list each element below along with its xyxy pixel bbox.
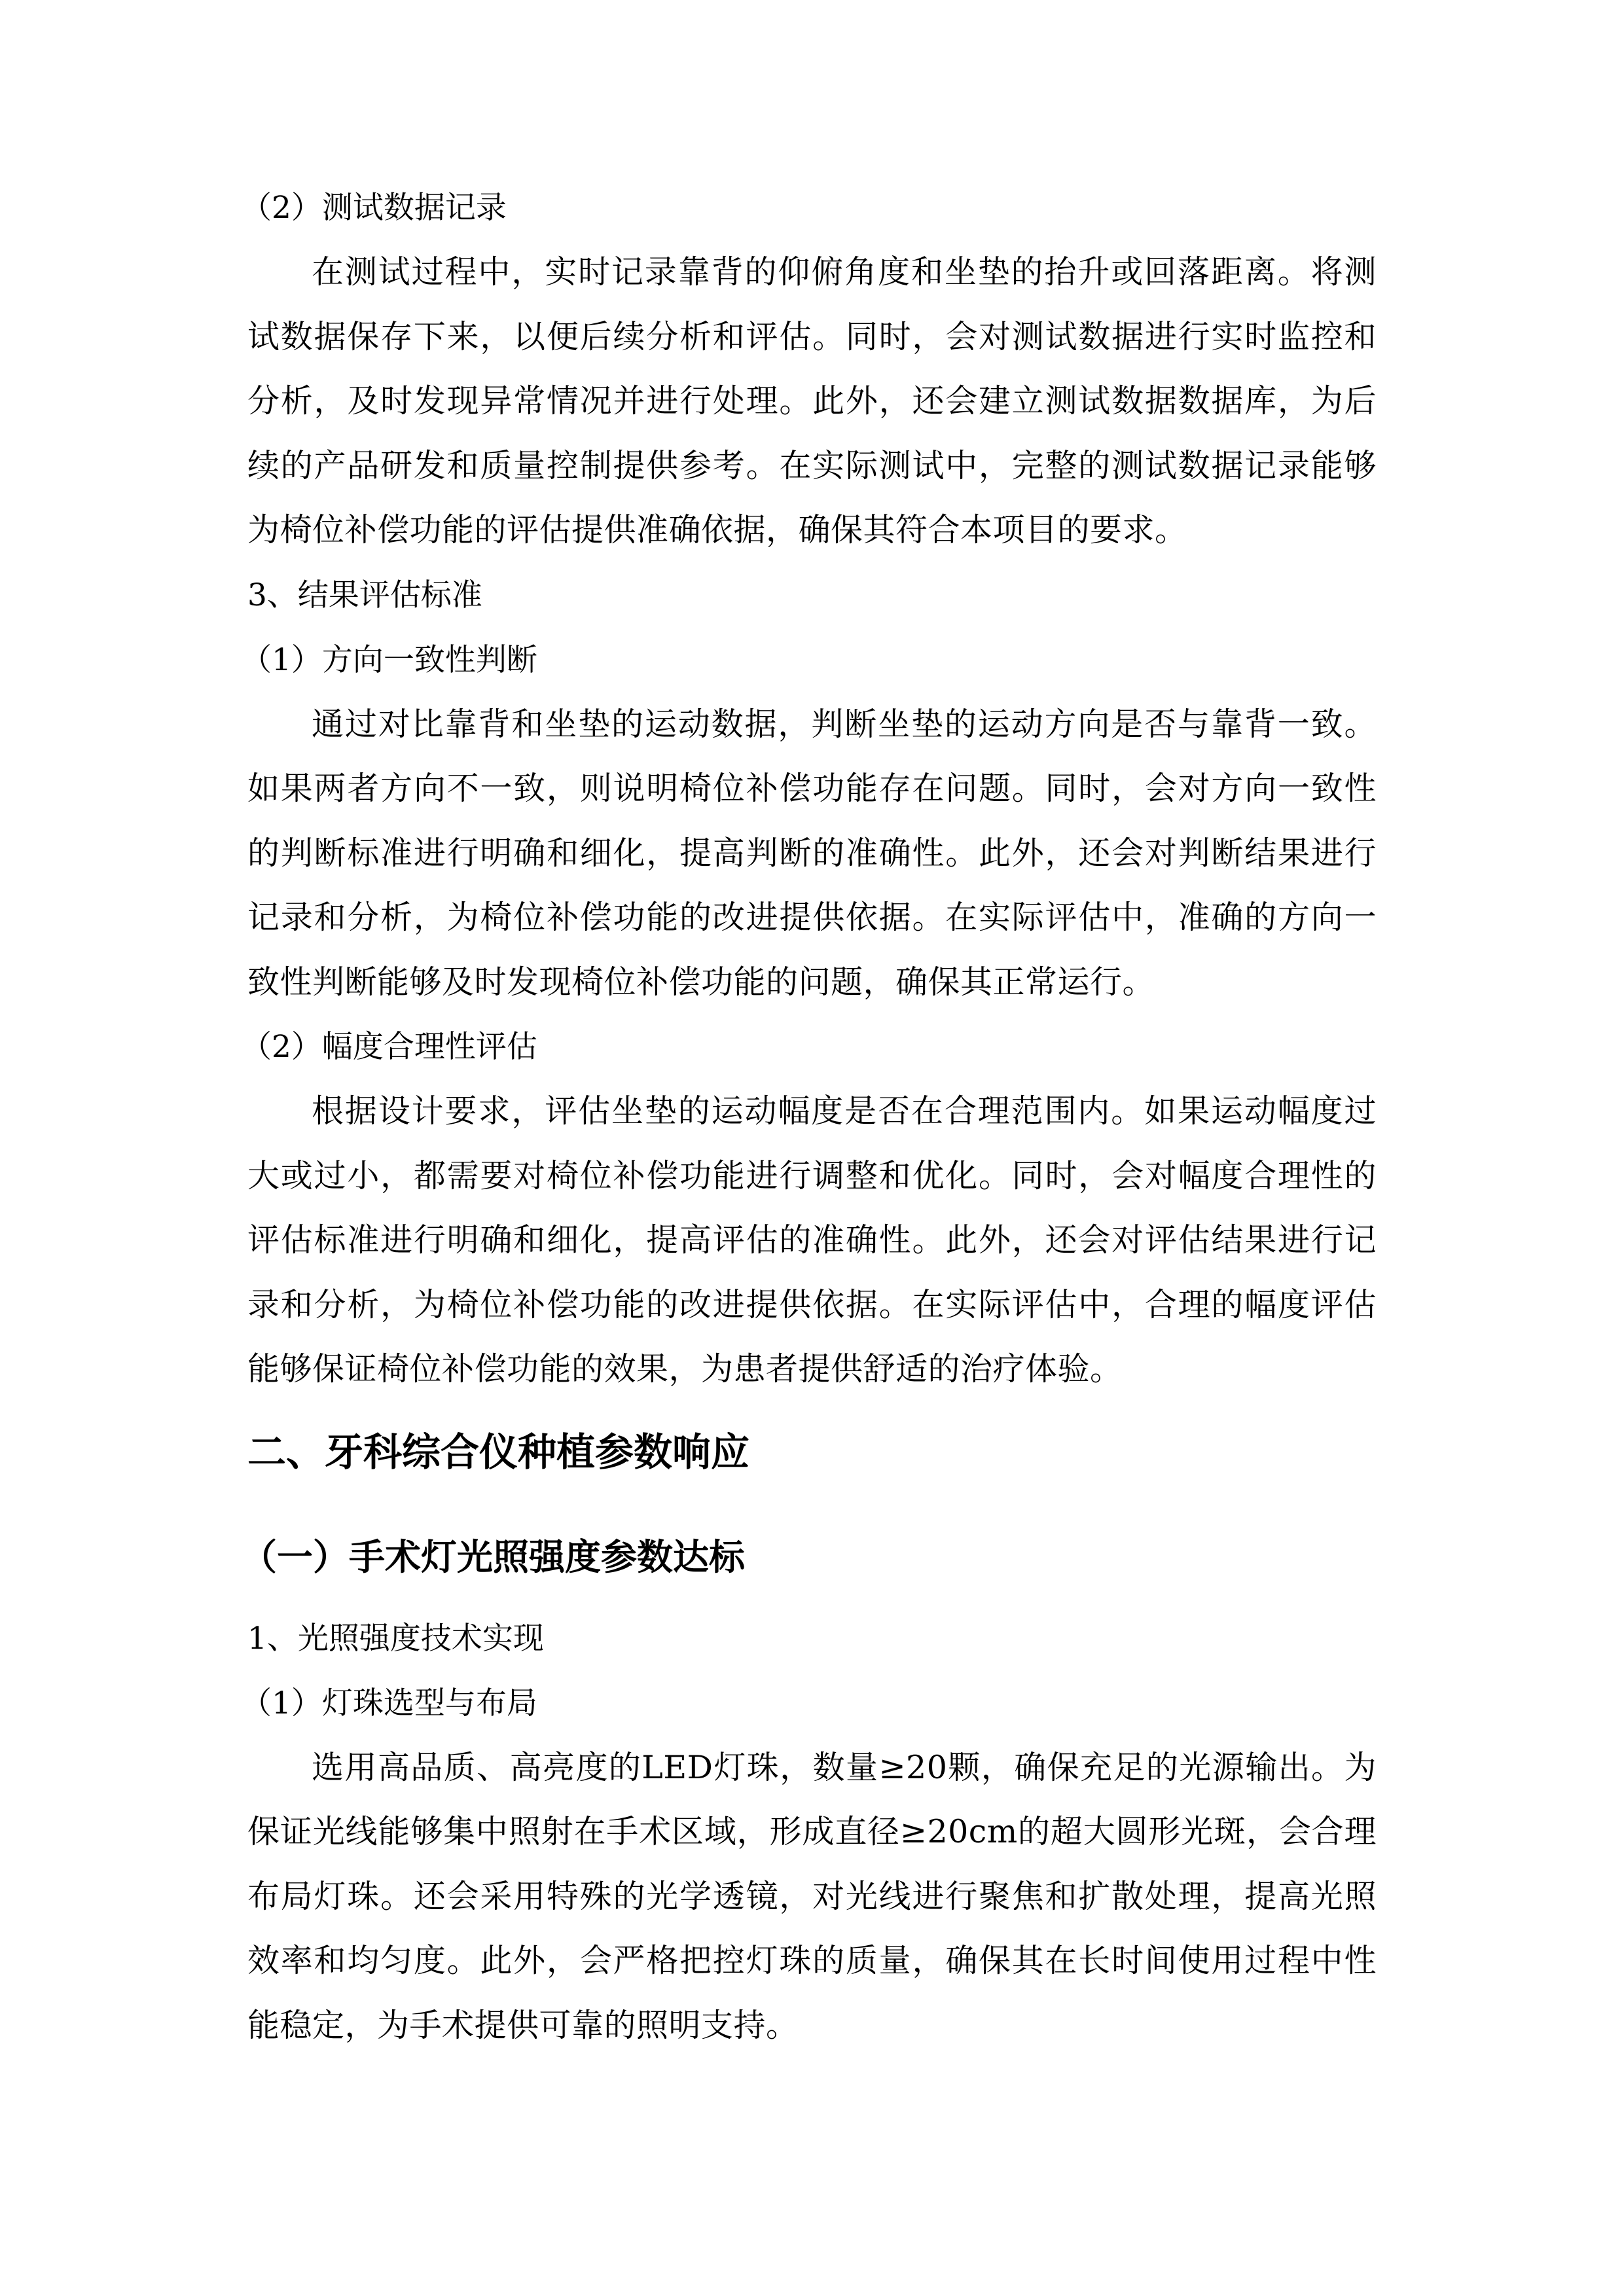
spacer bbox=[247, 1580, 1377, 1606]
amplitude-heading: （2）幅度合理性评估 bbox=[241, 1029, 537, 1065]
tech-heading: 1、光照强度技术实现 bbox=[247, 1620, 544, 1657]
test-record-heading: （2）测试数据记录 bbox=[241, 190, 507, 226]
test-record-paragraph: 在测试过程中，实时记录靠背的仰俯角度和坐垫的抬升或回落距离。将测试数据保存下来，以便后续分析和评估。同时，会对测试数据进行实时监控和分析，及时发现异常情况并进行处理。此外，还会建立测试数据数据库，为后续的产品研发和质量控制提供参考。在实际测试中，完整的测试数据记录能够为椅位补偿功能的评估提供准确依据，确保其符合本项目的要求。 bbox=[247, 253, 1377, 548]
direction-heading: （1）方向一致性判断 bbox=[241, 641, 537, 678]
direction-paragraph: 通过对比靠背和坐垫的运动数据，判断坐垫的运动方向是否与靠背一致。如果两者方向不一致，则说明椅位补偿功能存在问题。同时，会对方向一致性的判断标准进行明确和细化，提高判断的准确性。此外，还会对判断结果进行记录和分析，为椅位补偿功能的改进提供依据。在实际评估中，准确的方向一致性判断能够及时发现椅位补偿功能的问题，确保其正常运行。 bbox=[247, 705, 1377, 1001]
led-heading: （1）灯珠选型与布局 bbox=[241, 1685, 537, 1721]
eval-standard-heading: 3、结果评估标准 bbox=[247, 577, 482, 613]
led-paragraph: 选用高品质、高亮度的LED灯珠，数量≥20颗，确保充足的光源输出。为保证光线能够集中照射在手术区域，形成直径≥20cm的超大圆形光斑，会合理布局灯珠。还会采用特殊的光学透镜，对光线进行聚焦和扩散处理，提高光照效率和均匀度。此外，会严格把控灯珠的质量，确保其在长时间使用过程中性能稳定，为手术提供可靠的照明支持。 bbox=[247, 1748, 1377, 2044]
chapter-title: 二、牙科综合仪种植参数响应 bbox=[247, 1429, 750, 1475]
document-page bbox=[241, 175, 1377, 2058]
amplitude-paragraph: 根据设计要求，评估坐垫的运动幅度是否在合理范围内。如果运动幅度过大或过小，都需要对椅位补偿功能进行调整和优化。同时，会对幅度合理性的评估标准进行明确和细化，提高评估的准确性。此外，还会对评估结果进行记录和分析，为椅位补偿功能的改进提供依据。在实际评估中，合理的幅度评估能够保证椅位补偿功能的效果，为患者提供舒适的治疗体验。 bbox=[247, 1092, 1377, 1388]
section-title: （一）手术灯光照强度参数达标 bbox=[241, 1535, 746, 1578]
